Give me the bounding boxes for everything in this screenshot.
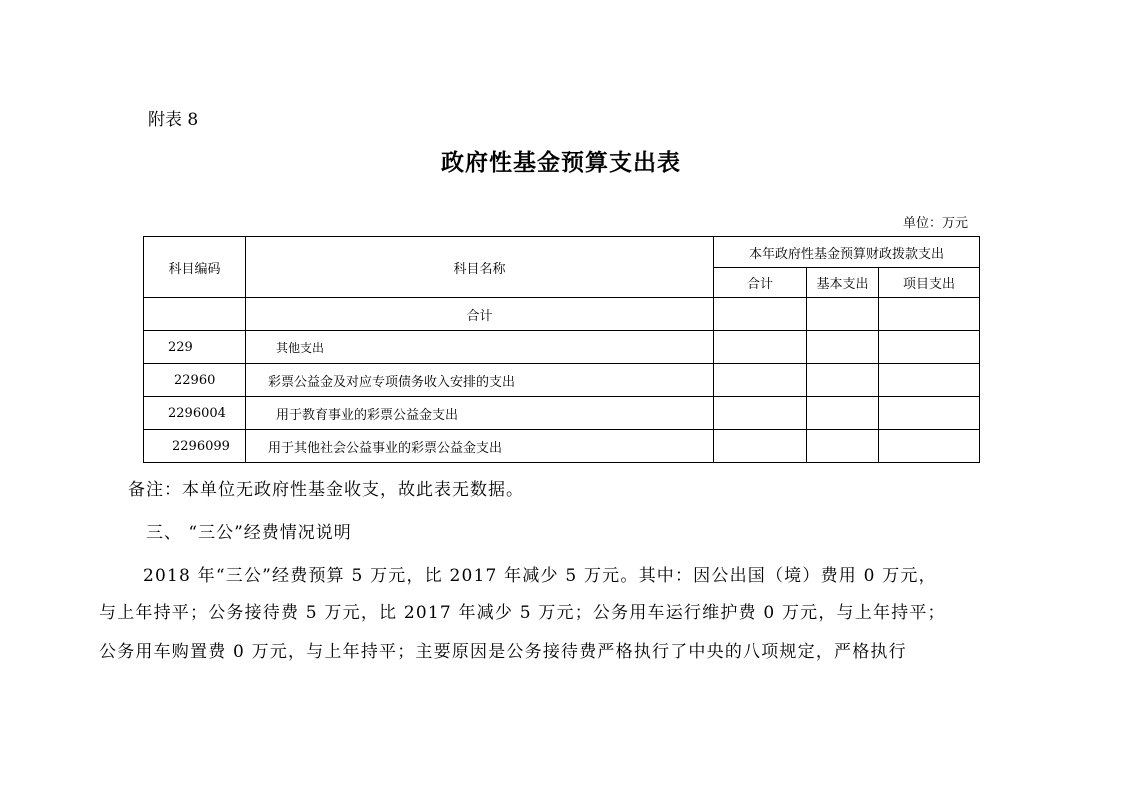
header-name: 科目名称 — [246, 237, 714, 298]
header-group: 本年政府性基金预算财政拨款支出 — [714, 237, 980, 268]
row-project — [879, 331, 980, 364]
row-name: 彩票公益金及对应专项债务收入安排的支出 — [246, 364, 714, 397]
paragraph-line: 公务用车购置费 0 万元，与上年持平；主要原因是公务接待费严格执行了中央的八项规定，严格执行 — [99, 642, 907, 662]
row-total — [714, 397, 807, 430]
total-row-total — [714, 298, 807, 331]
table-row — [144, 430, 980, 463]
row-project — [879, 364, 980, 397]
row-basic — [807, 430, 879, 463]
budget-table — [143, 236, 980, 463]
row-code: 22960 — [144, 364, 246, 397]
total-row-label: 合计 — [246, 298, 714, 331]
header-total: 合计 — [714, 268, 807, 298]
total-row-code — [144, 298, 246, 331]
row-name: 其他支出 — [246, 331, 714, 364]
total-row-project — [879, 298, 980, 331]
row-name: 用于其他社会公益事业的彩票公益金支出 — [246, 430, 714, 463]
row-total — [714, 430, 807, 463]
row-basic — [807, 331, 879, 364]
table-row — [144, 397, 980, 430]
page-title: 政府性基金预算支出表 — [441, 149, 681, 176]
total-row — [144, 298, 980, 331]
row-basic — [807, 364, 879, 397]
row-total — [714, 331, 807, 364]
row-code: 2296099 — [144, 430, 246, 463]
paragraph-line: 与上年持平；公务接待费 5 万元，比 2017 年减少 5 万元；公务用车运行维护费 0 万元，与上年持平； — [99, 603, 946, 623]
table-note: 备注：本单位无政府性基金收支，故此表无数据。 — [128, 480, 524, 500]
total-row-basic — [807, 298, 879, 331]
header-code: 科目编码 — [144, 237, 246, 298]
row-name: 用于教育事业的彩票公益金支出 — [246, 397, 714, 430]
unit-label: 单位：万元 — [903, 216, 969, 231]
row-code: 229 — [144, 331, 246, 364]
row-basic — [807, 397, 879, 430]
table-header-row — [144, 237, 980, 268]
row-project — [879, 430, 980, 463]
table-row — [144, 364, 980, 397]
section-heading: 三、 “三公”经费情况说明 — [146, 523, 352, 543]
header-project: 项目支出 — [879, 268, 980, 298]
header-basic: 基本支出 — [807, 268, 879, 298]
row-total — [714, 364, 807, 397]
row-code: 2296004 — [144, 397, 246, 430]
table-row — [144, 331, 980, 364]
attachment-label: 附表 8 — [148, 110, 199, 130]
paragraph-line: 2018 年“三公”经费预算 5 万元，比 2017 年减少 5 万元。其中：因公出国（境）费用 0 万元， — [143, 566, 937, 586]
row-project — [879, 397, 980, 430]
